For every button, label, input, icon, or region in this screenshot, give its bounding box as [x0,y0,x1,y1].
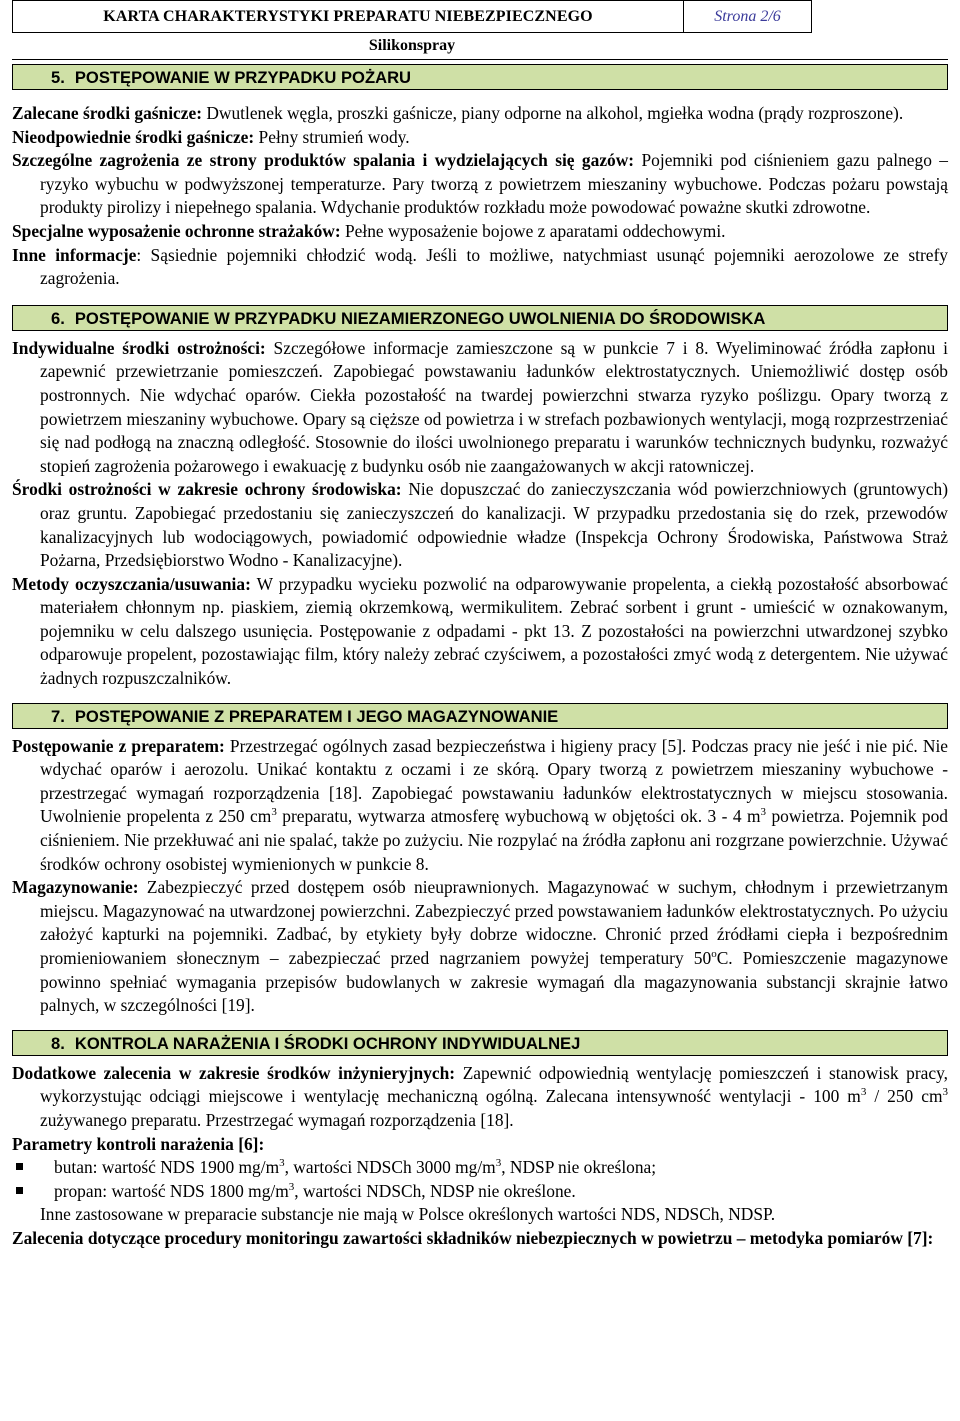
term: Szczególne zagrożenia ze strony produktów spalania i wydzielających się gazów: [12,150,635,171]
paragraph [12,220,948,244]
paragraph [12,102,948,126]
text: butan: wartość NDS 1900 mg/m [54,1157,280,1178]
paragraph [12,735,948,877]
term: Specjalne wyposażenie ochronne strażaków: [12,220,341,241]
section-5-heading [12,64,948,90]
superscript: o [711,948,717,960]
text: powietrza. Pojemnik pod ciśnieniem. Nie przekłuwać ani nie spalać, także po zużyciu. Nie rozpylać na źródła zapłonu ani rozgrzane powierzchnie. Używać środków ochrony osobistej wymienionych w punkcie 8. [40,806,948,874]
section-title: POSTĘPOWANIE W PRZYPADKU NIEZAMIERZONEGO UWOLNIENIA DO ŚRODOWISKA [74,308,766,328]
header-rule [12,59,948,60]
document-page [12,0,948,1251]
superscript: 3 [942,1086,948,1099]
section-6-heading [12,305,948,331]
term: Postępowanie z preparatem: [12,735,225,756]
section-title: KONTROLA NARAŻENIA I ŚRODKI OCHRONY INDYWIDUALNEJ [74,1033,581,1053]
paragraph [12,126,948,150]
bullet-list [12,1156,948,1203]
text: : Sąsiednie pojemniki chłodzić wodą. Jeśli to możliwe, natychmiast usunąć pojemniki aerozolowe ze strefy zagrożenia. [40,244,948,289]
term: Magazynowanie: [12,877,139,898]
section-number: 6. [51,308,65,328]
text: Szczegółowe informacje zamieszczone są w punkcie 7 i 8. Wyeliminować źródła zapłonu i zapewnić przewietrzanie pomieszczeń. Zapobiegać powstawaniu ładunków elektrostatycznych. Uniemożliwić dostęp osób postronnych. Nie wdychać oparów. Ciekła pozostałość na twardej powierzchni stwarza ryzyko poślizgu. Opary tworzą z powietrzem mieszaniny wybuchowe. Opary są cięższe od powietrza i w strefach pozbawionych wentylacji, mogą rozprzestrzeniać się nad podłogą na znaczną odległość. Stosownie do ilości uwolnionego preparatu i warunków technicznych budynku, rozważyć stopień zagrożenia pożarowego i ewakuację z budynku osób nie zaangażowanych w akcji ratowniczej. [40,337,948,476]
term: Metody oczyszczania/usuwania: [12,573,251,594]
term: Indywidualne środki ostrożności: [12,337,266,358]
bullet-square-icon [16,1163,23,1170]
superscript: 3 [760,806,767,819]
text: C. Pomieszczenie magazynowe powinno spełniać wymagania przepisów budowlanych w zakresie wymagań dla magazynowania substancji skrajnie łatwo palnych, w szczególności [19]. [40,948,948,1016]
term: Nieodpowiednie środki gaśnicze: [12,126,255,147]
section-title: POSTĘPOWANIE Z PREPARATEM I JEGO MAGAZYNOWANIE [74,706,559,726]
paragraph [12,1062,948,1133]
text: propan: wartość NDS 1800 mg/m [54,1180,289,1201]
section-8-heading [12,1030,948,1056]
list-item [12,1180,948,1204]
text: Zapewnić odpowiednią wentylację pomieszczeń i stanowisk pracy, wykorzystując odciągi miejscowe i wentylację mechaniczną ogólną. Zalecana intensywność wentylacji - 100 m [40,1062,949,1107]
section-number: 5. [51,68,65,87]
page-number: Strona 2/6 [684,0,812,33]
text: preparatu, wytwarza atmosferę wybuchową w objętości ok. 3 - 4 m [276,806,761,827]
page-header [12,0,948,64]
paragraph [12,1133,948,1157]
paragraph [12,244,948,291]
superscript: 3 [288,1180,295,1193]
text: W przypadku wycieku pozwolić na odparowywanie propelenta, a ciekłą pozostałość absorbować materiałem chłonnym np. piaskiem, ziemią okrzemkową, wermikulitem. Zebrać sorbent i grunt - umieścić w oznakowanym, pojemniku w celu dalszego usunięcia. Postępowanie z odpadami - pkt 13. Z pozostałości na powierzchni utwardzonej szybko odparowuje propelent, pozostawiając film, który należy zebrać czyściwem, a pozostałości zmyć wodą z detergentem. Nie używać żadnych rozpuszczalników. [40,573,949,689]
superscript: 3 [271,806,277,819]
superscript: 3 [279,1157,285,1170]
text: zużywanego preparatu. Przestrzegać wymagań rozporządzenia [18]. [40,1109,514,1130]
superscript: 3 [860,1086,867,1099]
text: Dwutlenek węgla, proszki gaśnicze, piany odporne na alkohol, mgiełka wodna (prądy rozproszone). [202,103,904,123]
product-name: Silikonspray [368,37,456,54]
text: / 250 cm [866,1086,943,1107]
list-item [12,1156,948,1180]
term: Parametry kontroli narażenia [6]: [12,1133,265,1154]
paragraph [12,149,948,220]
text: Pojemniki pod ciśnieniem gazu palnego – ryzyko wybuchu w podwyższonej temperaturze. Pary tworzą z powietrzem mieszaniny wybuchowe. Podczas pożaru powstają produkty pirolizy i niepełnego spalania. Wdychanie produktów rozkładu może powodować poważne skutki zdrowotne. [40,150,948,218]
term: Inne informacje [12,244,137,265]
section-title: POSTĘPOWANIE W PRZYPADKU POŻARU [74,68,412,87]
text: Przestrzegać ogólnych zasad bezpieczeństwa i higieny pracy [5]. Podczas pracy nie jeść i nie pić. Nie wdychać oparów i aerozolu. Unikać kontaktu z oczami i ze skórą. Opary tworzą z powietrzem mieszaniny wybuchowe - przestrzegać wymagań rozporządzenia [18]. Zapobiegać powstawaniu ładunków elektrostatycznych w miejscu stosowania. Uwolnienie propelenta z 250 cm [40,735,948,827]
bullet-square-icon [16,1187,23,1194]
text: Zabezpieczyć przed dostępem osób nieuprawnionych. Magazynować w suchym, chłodnym i przewietrzanym miejscu. Magazynować na utwardzonej powierzchni. Zabezpieczyć przed powstawaniem ładunków elektrostatycznych. Po użyciu założyć kapturki na pojemniki. Zadbać, by etykiety były dobrze widoczne. Chronić przed źródłami ciepła i bezpośrednim promieniowaniem słonecznym – zabezpieczać przed nagrzaniem powyżej temperatury 50 [40,877,948,968]
term: Zalecane środki gaśnicze: [12,103,202,123]
text: , wartości NDSCh, NDSP nie określone. [294,1180,576,1201]
section-number: 7. [51,706,65,726]
paragraph: Inne zastosowane w preparacie substancje nie mają w Polsce określonych wartości NDS, NDSCh, NDSP. [40,1204,776,1225]
term: Środki ostrożności w zakresie ochrony środowiska: [12,479,402,500]
paragraph [12,573,948,691]
paragraph [12,337,948,479]
header-title: KARTA CHARAKTERYSTYKI PREPARATU NIEBEZPIECZNEGO [12,0,684,33]
text: Pełne wyposażenie bojowe z aparatami oddechowymi. [340,220,726,241]
paragraph [12,478,948,572]
paragraph [12,1227,948,1251]
text: Pełny strumień wody. [254,126,410,147]
term: Dodatkowe zalecenia w zakresie środków inżynieryjnych: [12,1062,456,1083]
text: , wartości NDSCh 3000 mg/m [284,1157,496,1178]
section-number: 8. [51,1033,65,1053]
section-7-heading [12,703,948,729]
paragraph [12,876,948,1018]
term: Zalecenia dotyczące procedury monitoringu zawartości składników niebezpiecznych w powietrzu – metodyka pomiarów [7]: [12,1227,934,1248]
superscript: 3 [495,1157,502,1170]
text: Nie dopuszczać do zanieczyszczania wód powierzchniowych (gruntowych) oraz gruntu. Zapobiegać przedostaniu się zanieczyszczeń do kanalizacji. W przypadku przedostania się do rzek, przewodów kanalizacyjnych lub wodociągowych, powiadomić odpowiednie władze (Inspekcja Ochrony Środowiska, Państwowa Straż Pożarna, Przedsiębiorstwo Wodno - Kanalizacyjne). [40,479,948,571]
text: , NDSP nie określona; [501,1157,657,1178]
